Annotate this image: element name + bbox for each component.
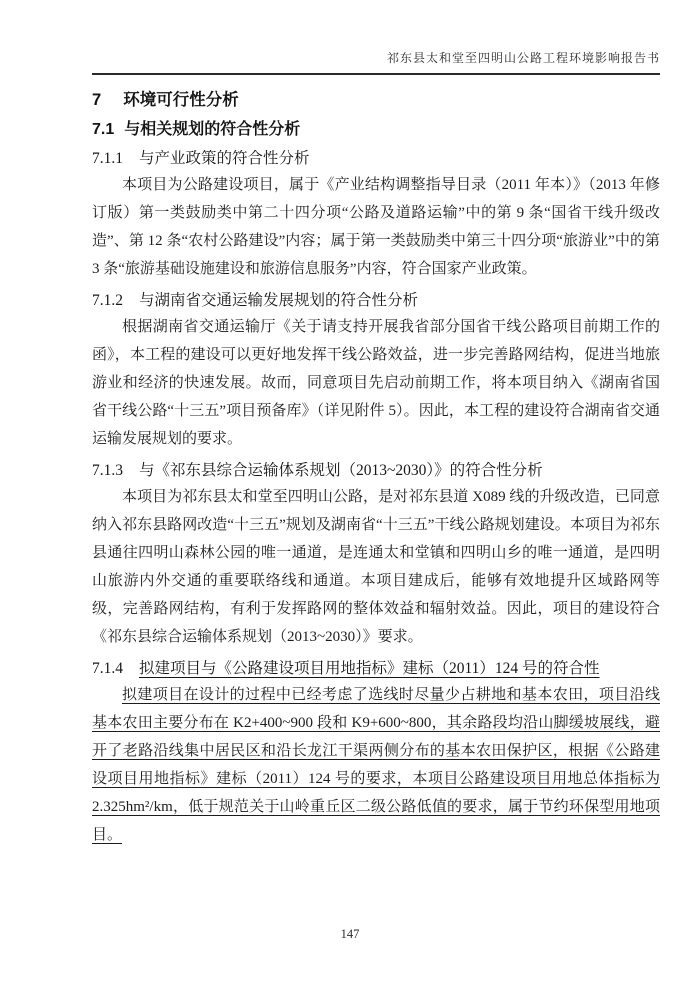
subsection-712-title: 与湖南省交通运输发展规划的符合性分析	[139, 292, 419, 309]
paragraph-713: 本项目为祁东县太和堂至四明山公路，是对祁东县道 X089 线的升级改造，已同意纳入祁东县路网改造“十三五”规划及湖南省“十三五”干线公路规划建设。本项目为祁东县通往四明山森林公园的唯一通道，是连通太和堂镇和四明山乡的唯一通道，是四明山旅游内外交通的重要联络线和通道。本项目建成后，能够有效地提升区域路网等级，完善路网结构，有利于发挥路网的整体效益和辐射效益。因此，项目的建设符合《祁东县综合运输体系规划（2013~2030）》要求。	[92, 489, 660, 645]
section-title: 与相关规划的符合性分析	[124, 121, 301, 138]
page-number: 147	[340, 927, 360, 941]
chapter-title: 环境可行性分析	[123, 91, 239, 109]
subsection-712-heading	[92, 291, 660, 311]
running-title: 祁东县太和堂至四明山公路工程环境影响报告书	[386, 51, 660, 65]
subsection-711-title: 与产业政策的符合性分析	[139, 150, 310, 167]
subsection-711-heading	[92, 149, 660, 169]
paragraph-714: 拟建项目在设计的过程中已经考虑了选线时尽量少占耕地和基本农田，项目沿线基本农田主要分布在 K2+400~900 段和 K9+600~800，其余路段均沿山脚缓坡展线，避开了老路沿线集中居民区和沿长龙江干渠两侧分布的基本农田保护区，根据《公路建设项目用地指标》建标（2011）124 号的要求，本项目公路建设项目用地总体指标为 2.325hm²/km，低于规范关于山岭重丘区二级公路低值的要求，属于节约环保型用地项目。	[92, 687, 660, 843]
subsection-714-title: 拟建项目与《公路建设项目用地指标》建标（2011）124 号的符合性	[139, 660, 600, 677]
subsection-713-title: 与《祁东县综合运输体系规划（2013~2030）》的符合性分析	[139, 462, 543, 479]
paragraph-711: 本项目为公路建设项目，属于《产业结构调整指导目录（2011 年本）》（2013 年修订版）第一类鼓励类中第二十四分项“公路及道路运输”中的第 9 条“国省干线升级改造”、第 12 条“农村公路建设”内容；属于第一类鼓励类中第三十四分项“旅游业”中的第 3 条“旅游基础设施建设和旅游信息服务”内容，符合国家产业政策。	[92, 177, 660, 277]
subsection-711-number: 7.1.1	[92, 150, 123, 167]
section-heading	[92, 119, 660, 141]
subsection-712-number: 7.1.2	[92, 292, 123, 309]
chapter-heading	[92, 89, 660, 111]
subsection-714-number: 7.1.4	[92, 660, 123, 677]
header-rule	[92, 73, 660, 75]
chapter-number: 7	[92, 91, 102, 109]
subsection-714-heading	[92, 659, 660, 679]
subsection-713-number: 7.1.3	[92, 462, 123, 479]
subsection-713-heading	[92, 461, 660, 481]
page-header	[92, 0, 660, 66]
paragraph-712: 根据湖南省交通运输厅《关于请支持开展我省部分国省干线公路项目前期工作的函》，本工程的建设可以更好地发挥干线公路效益，进一步完善路网结构，促进当地旅游业和经济的快速发展。故而，同意项目先启动前期工作，将本项目纳入《湖南省国省干线公路“十三五”项目预备库》（详见附件 5）。因此，本工程的建设符合湖南省交通运输发展规划的要求。	[92, 319, 660, 447]
section-number: 7.1	[92, 121, 115, 138]
